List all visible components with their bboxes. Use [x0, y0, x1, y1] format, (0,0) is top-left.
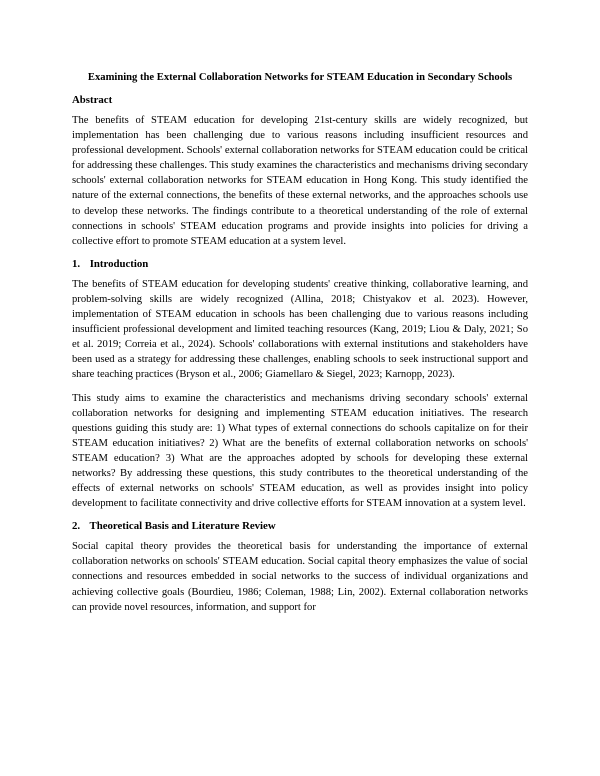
- section-heading-theoretical-basis: [72, 519, 528, 533]
- section-title: Theoretical Basis and Literature Review: [89, 520, 276, 533]
- paragraph: This study aims to examine the characteristics and mechanisms driving secondary schools' external collaboration networks for designing and implementing STEAM education initiatives. The research questions guiding this study are: 1) What types of external connections do schools capitalize on for their STEAM education initiatives? 2) What are the benefits of external collaboration networks on schools' STEAM education? 3) What are the approaches adopted by schools for developing these external networks? By addressing these questions, this study contributes to the theoretical understanding of the effects of external networks on schools' STEAM education, as well as provides insight into policy development to facilitate connectivity and drive collective efforts for STEAM innovation at a system level.: [72, 392, 528, 510]
- abstract-heading: Abstract: [72, 94, 113, 106]
- paper-title: Examining the External Collaboration Networks for STEAM Education in Secondary Schools: [87, 72, 513, 83]
- paragraph: The benefits of STEAM education for developing students' creative thinking, collaborative learning, and problem-solving skills are widely recognized (Allina, 2018; Chistyakov et al. 2023). However, implementation of STEAM education in schools has been challenging due to various reasons including insufficient professional development and limited teaching resources (Kang, 2019; Liou & Daly, 2021; So et al. 2019; Correia et al., 2024). Schools' collaborations with external institutions and stakeholders have been used as a strategy for addressing these challenges, enabling schools to seek instructional support and share teaching practices (Bryson et al., 2006; Giamellaro & Siegel, 2023; Karnopp, 2023).: [72, 278, 528, 381]
- abstract-text: The benefits of STEAM education for developing 21st-century skills are widely recognized, but implementation has been challenging due to various reasons including insufficient resources and professional development. Schools' external collaboration networks for STEAM education could be critical for addressing these challenges. This study examines the characteristics and mechanisms driving secondary schools' external collaboration networks for STEAM education in Hong Kong. This study identified the nature of the external connections, the benefits of these external networks, and the approaches schools use to develop these networks. The findings contribute to a theoretical understanding of the role of external connections in schools' STEAM education programs and provide insights into policies for driving a collective effort to promote STEAM education at a system level.: [72, 115, 528, 247]
- section-title: Introduction: [89, 257, 149, 270]
- section-number: 1.: [72, 257, 81, 270]
- paragraph: Social capital theory provides the theoretical basis for understanding the importance of external collaboration networks on schools' STEAM education. Social capital theory emphasizes the value of social connections and resources embedded in social networks to the success of individual organizations and achieving collective goals (Bourdieu, 1986; Coleman, 1988; Lin, 2002). External collaboration networks can provide novel resources, information, and support for: [72, 541, 528, 613]
- section-number: 2.: [72, 520, 81, 533]
- section-heading-introduction: [72, 257, 528, 271]
